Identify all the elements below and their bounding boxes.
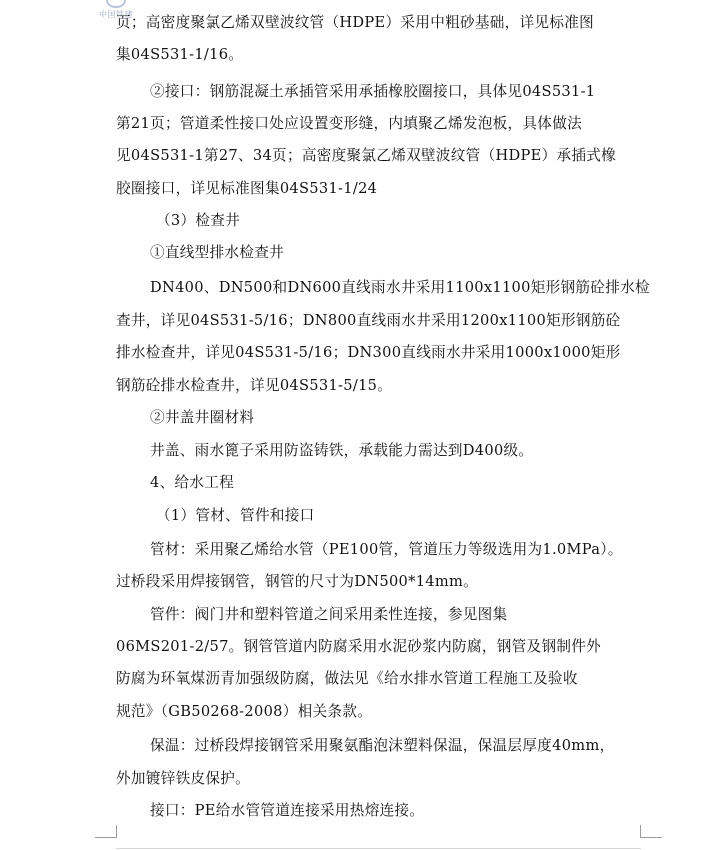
text-line: 胶圈接口，详见标准图集04S531-1/24 (116, 180, 378, 197)
text-line: 见04S531-1第27、34页；高密度聚氯乙烯双壁波纹管（HDPE）承插式橡 (116, 147, 617, 164)
text-line: 06MS201-2/57。钢管管道内防腐采用水泥砂浆内防腐，钢管及钢制件外 (116, 638, 602, 655)
section-heading: 4、给水工程 (150, 474, 235, 491)
section-heading: （3）检查井 (156, 212, 241, 229)
logo-emblem-icon (106, 0, 126, 8)
text-line: 井盖、雨水篦子采用防盗铸铁，承载能力需达到D400级。 (150, 442, 534, 459)
text-line: 页；高密度聚氯乙烯双壁波纹管（HDPE）采用中粗砂基础，详见标准图 (116, 14, 595, 31)
subsection-heading: ①直线型排水检查井 (150, 244, 285, 261)
text-line: 保温：过桥段焊接钢管采用聚氨酯泡沫塑料保温，保温层厚度40mm， (150, 737, 615, 754)
text-line: 集04S531-1/16。 (116, 46, 244, 63)
page-divider (116, 848, 641, 849)
text-line: 过桥段采用焊接钢管，钢管的尺寸为DN500*14mm。 (116, 573, 479, 590)
text-line: 管材：采用聚乙烯给水管（PE100管，管道压力等级选用为1.0MPa）。 (150, 541, 623, 558)
text-line: 外加镀锌铁皮保护。 (116, 770, 251, 787)
text-line: DN400、DN500和DN600直线雨水井采用1100x1100矩形钢筋砼排水检 (150, 279, 650, 296)
logo-text: 中国铁建 (99, 10, 133, 19)
text-line: ②接口：钢筋混凝土承插管采用承插橡胶圈接口，具体见04S531-1 (150, 83, 596, 100)
section-heading: （1）管材、管件和接口 (156, 507, 315, 524)
text-line: 防腐为环氧煤沥青加强级防腐，做法见《给水排水管道工程施工及验收 (116, 670, 578, 687)
margin-corner-mark (116, 825, 117, 837)
margin-corner-mark (640, 837, 662, 838)
text-line: 管件：阀门井和塑料管道之间采用柔性连接，参见图集 (150, 606, 508, 623)
text-line: 接口：PE给水管管道连接采用热熔连接。 (150, 802, 425, 819)
text-line: 钢筋砼排水检查井，详见04S531-5/15。 (116, 377, 393, 394)
margin-corner-mark (640, 825, 641, 837)
text-line: 查井，详见04S531-5/16；DN800直线雨水井采用1200x1100矩形钢筋砼 (116, 312, 621, 329)
margin-corner-mark (95, 837, 117, 838)
text-line: 第21页；管道柔性接口处应设置变形缝，内填聚乙烯发泡板，具体做法 (116, 115, 582, 132)
text-line: 规范》（GB50268-2008）相关条款。 (116, 703, 373, 720)
text-line: 排水检查井，详见04S531-5/16；DN300直线雨水井采用1000x1000矩形 (116, 344, 621, 361)
subsection-heading: ②井盖井圈材料 (150, 409, 255, 426)
